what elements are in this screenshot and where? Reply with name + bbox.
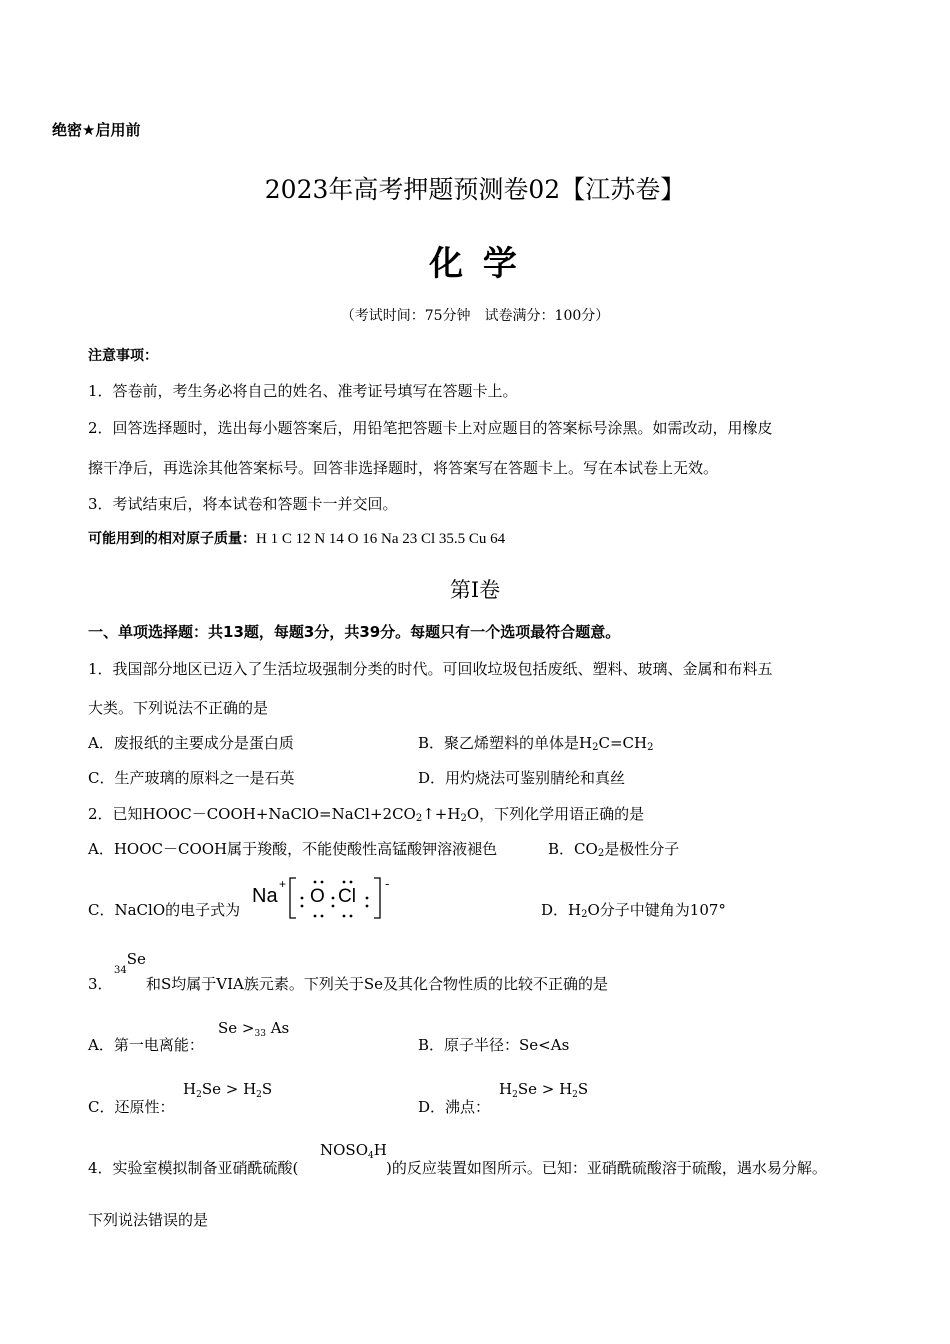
q1-option-a: A．废报纸的主要成分是蛋白质 xyxy=(88,734,294,752)
q2-option-c: C．NaClO的电子式为 xyxy=(88,901,241,919)
q2-stem-text: 2．已知HOOC－COOH+NaClO=NaCl+2CO xyxy=(88,805,416,823)
q2-b-text: B．CO xyxy=(548,840,598,858)
q2-b-text: 是极性分子 xyxy=(604,840,680,858)
formula-text: S xyxy=(261,1080,273,1098)
subscript: 2 xyxy=(581,909,588,920)
formula-text: H xyxy=(499,1080,513,1098)
formula-text: S xyxy=(577,1080,589,1098)
volume-heading: 第Ⅰ卷 xyxy=(449,578,501,602)
subscript: 2 xyxy=(572,1090,578,1100)
q1-option-c: C．生产玻璃的原料之一是石英 xyxy=(88,769,295,787)
note-item: 擦干净后，再选涂其他答案标号。回答非选择题时，将答案写在答题卡上。写在本试卷上无效。 xyxy=(88,459,719,477)
q1-option-b xyxy=(418,732,653,753)
subscript: 33 xyxy=(254,1029,266,1039)
note-item: 2．回答选择题时，选出每小题答案后，用铅笔把答题卡上对应题目的答案标号涂黑。如需改动，用橡皮 xyxy=(88,419,773,437)
q3-option-a: A．第一电离能： xyxy=(88,1036,204,1054)
atomic-number: 34 xyxy=(114,965,127,976)
subscript: 2 xyxy=(415,813,423,824)
chlorine-symbol: Cl xyxy=(338,886,356,907)
q2-option-a: A．HOOC－COOH属于羧酸，不能使酸性高锰酸钾溶液褪色 xyxy=(88,840,498,858)
q3-option-c: C．还原性： xyxy=(88,1098,175,1116)
subscript: 2 xyxy=(256,1090,262,1100)
q3-c-formula xyxy=(183,1080,272,1100)
formula-text: Se > xyxy=(218,1019,255,1037)
q3-option-b: B．原子半径：Se<As xyxy=(418,1036,570,1054)
formula-text: H xyxy=(373,1141,387,1159)
minus-charge: - xyxy=(385,876,390,891)
q2-d-text: O分子中键角为107° xyxy=(587,901,726,919)
formula-text: H xyxy=(183,1080,197,1098)
naclo-electron-formula xyxy=(250,872,395,920)
q1-b-formula: C=CH xyxy=(598,734,648,752)
subscript: 2 xyxy=(597,848,605,859)
subscript: 2 xyxy=(647,742,654,753)
subject-title: 化 学 xyxy=(429,244,521,284)
formula-text: Se > H xyxy=(201,1080,257,1098)
q4-stem-post: )的反应装置如图所示。已知：亚硝酰硫酸溶于硫酸，遇水易分解。 xyxy=(386,1159,827,1177)
formula-text: NOSO xyxy=(320,1141,368,1159)
q1-option-d: D．用灼烧法可鉴别腈纶和真丝 xyxy=(418,769,626,787)
q2-stem-text: ↑+H xyxy=(422,805,461,823)
subscript: 2 xyxy=(512,1090,518,1100)
plus-charge: + xyxy=(279,877,287,891)
sodium-symbol: Na xyxy=(252,885,278,907)
q3-option-d: D．沸点： xyxy=(418,1098,491,1116)
q3-number: 3． xyxy=(88,975,113,993)
part-heading: 一、单项选择题：共13题，每题3分，共39分。每题只有一个选项最符合题意。 xyxy=(88,623,621,641)
q4-stem-cont: 下列说法错误的是 xyxy=(88,1211,209,1229)
subscript: 4 xyxy=(368,1151,374,1161)
atomic-mass-label: 可能用到的相对原子质量： xyxy=(88,531,256,547)
q1-stem: 1．我国部分地区已迈入了生活垃圾强制分类的时代。可回收垃圾包括废纸、塑料、玻璃、金属和布料五 xyxy=(88,660,773,678)
oxygen-symbol: O xyxy=(310,886,325,907)
q3-d-formula xyxy=(499,1080,588,1100)
q2-d-text: D．H xyxy=(541,901,582,919)
selenium-symbol: Se xyxy=(126,950,146,968)
q2-stem-text: O，下列化学用语正确的是 xyxy=(466,805,645,823)
q3-a-formula xyxy=(218,1019,289,1039)
atomic-mass-line xyxy=(88,528,505,548)
q3-stem: 和S均属于VIA族元素。下列关于Se及其化合物性质的比较不正确的是 xyxy=(146,975,609,993)
paper-title: 2023年高考押题预测卷02【江苏卷】 xyxy=(264,175,686,204)
atomic-mass-values: H 1 C 12 N 14 O 16 Na 23 Cl 35.5 Cu 64 xyxy=(256,531,506,547)
subscript: 2 xyxy=(460,813,467,824)
q1-b-text: B．聚乙烯塑料的单体是H xyxy=(418,734,593,752)
q2-option-b xyxy=(548,838,679,859)
secret-label: 绝密★启用前 xyxy=(52,121,141,139)
q4-stem-pre: 4．实验室模拟制备亚硝酰硫酸( xyxy=(88,1159,299,1177)
formula-text: As xyxy=(265,1019,290,1037)
q1-stem-cont: 大类。下列说法不正确的是 xyxy=(88,699,269,717)
q4-formula xyxy=(320,1141,387,1161)
subscript: 2 xyxy=(196,1090,202,1100)
notes-heading: 注意事项： xyxy=(88,348,158,364)
q2-stem xyxy=(88,803,644,824)
note-item: 3．考试结束后，将本试卷和答题卡一并交回。 xyxy=(88,495,398,513)
q3-selenium-formula xyxy=(114,950,146,976)
note-item: 1．答卷前，考生务必将自己的姓名、准考证号填写在答题卡上。 xyxy=(88,382,518,400)
subscript: 2 xyxy=(592,742,599,753)
formula-text: Se > H xyxy=(517,1080,573,1098)
exam-info: （考试时间：75分钟 试卷满分：100分） xyxy=(340,308,610,324)
q2-option-d xyxy=(541,899,726,920)
